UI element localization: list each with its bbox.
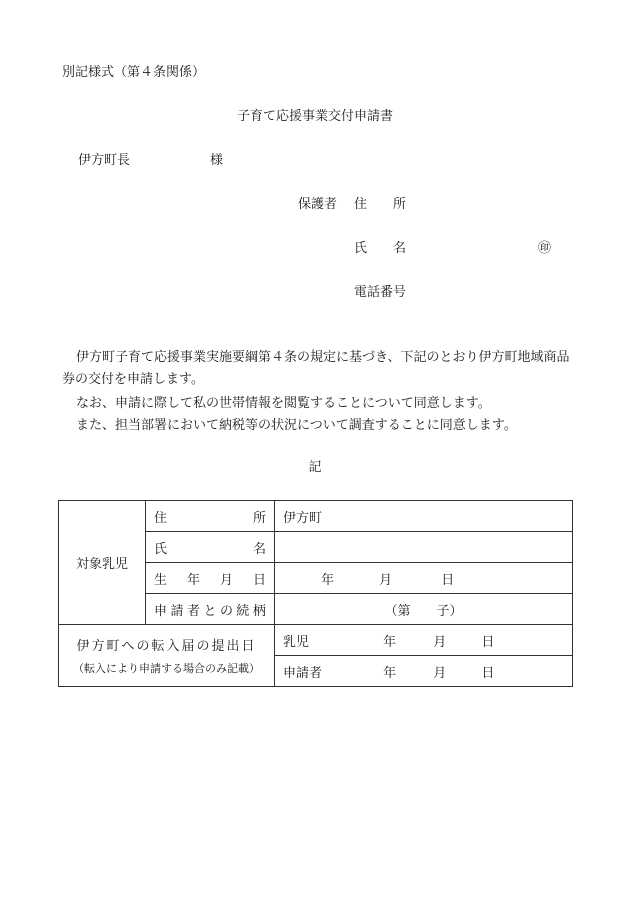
birth-char-4: 日 <box>252 572 266 588</box>
seal-mark: ㊞ <box>538 241 552 256</box>
body-paragraph-1: 伊方町子育て応援事業実施要綱第４条の規定に基づき、下記のとおり伊方町地域商品券の交付を申請します。 <box>62 350 570 387</box>
rel-char-5: の <box>219 603 233 619</box>
rel-char-6: 続 <box>236 603 250 619</box>
movein-applicant-row[interactable] <box>275 656 573 687</box>
ki-heading: 記 <box>308 460 322 475</box>
movein-applicant-year: 年 <box>383 665 397 681</box>
application-table <box>58 500 573 687</box>
guardian-label: 保護者 <box>298 197 338 212</box>
movein-applicant-label: 申請者 <box>283 665 323 681</box>
document-title: 子育て応援事業交付申請書 <box>236 109 393 124</box>
address-label-cell <box>146 501 275 532</box>
address-char-1: 住 <box>154 510 168 526</box>
body-paragraph-3: また、担当部署において納税等の状況について調査することに同意します。 <box>76 418 517 433</box>
addressee: 伊方町長 <box>78 153 131 168</box>
birthdate-label-cell <box>146 563 275 594</box>
movein-infant-month: 月 <box>433 634 447 650</box>
birth-month: 月 <box>379 572 393 588</box>
rel-char-2: 請 <box>170 603 184 619</box>
movein-label-cell <box>59 625 275 687</box>
name-char-1: 氏 <box>154 541 168 557</box>
form-note: 別記様式（第４条関係） <box>62 65 206 80</box>
movein-infant-day: 日 <box>481 634 495 650</box>
guardian-address-label: 住 所 <box>354 197 407 212</box>
name-label-cell <box>146 532 275 563</box>
rel-char-1: 申 <box>154 603 168 619</box>
birth-char-3: 月 <box>219 572 233 588</box>
honorific: 様 <box>210 153 224 168</box>
name-char-2: 名 <box>252 541 266 557</box>
movein-infant-label: 乳児 <box>283 634 310 650</box>
relation-value[interactable]: （第 子） <box>275 594 573 625</box>
address-char-2: 所 <box>252 510 266 526</box>
birthdate-value[interactable] <box>275 563 573 594</box>
birth-year: 年 <box>321 572 335 588</box>
movein-applicant-day: 日 <box>481 665 495 681</box>
birth-char-2: 年 <box>186 572 200 588</box>
guardian-name-label: 氏 名 <box>354 241 407 256</box>
movein-infant-row[interactable] <box>275 625 573 656</box>
name-value[interactable] <box>275 532 573 563</box>
movein-infant-year: 年 <box>383 634 397 650</box>
movein-label: 伊方町への転入届の提出日 <box>76 639 257 654</box>
movein-applicant-month: 月 <box>433 665 447 681</box>
movein-note: （転入により申請する場合のみ記載） <box>73 662 260 675</box>
rel-char-4: と <box>203 603 217 619</box>
body-paragraph-2: なお、申請に際して私の世帯情報を閲覧することについて同意します。 <box>76 396 491 411</box>
birth-char-1: 生 <box>154 572 168 588</box>
address-value[interactable]: 伊方町 <box>275 501 573 532</box>
rel-char-7: 柄 <box>252 603 266 619</box>
guardian-phone-label: 電話番号 <box>354 285 407 300</box>
rel-char-3: 者 <box>186 603 200 619</box>
infant-label: 対象乳児 <box>59 501 146 625</box>
relation-label-cell <box>146 594 275 625</box>
birth-day: 日 <box>441 572 455 588</box>
